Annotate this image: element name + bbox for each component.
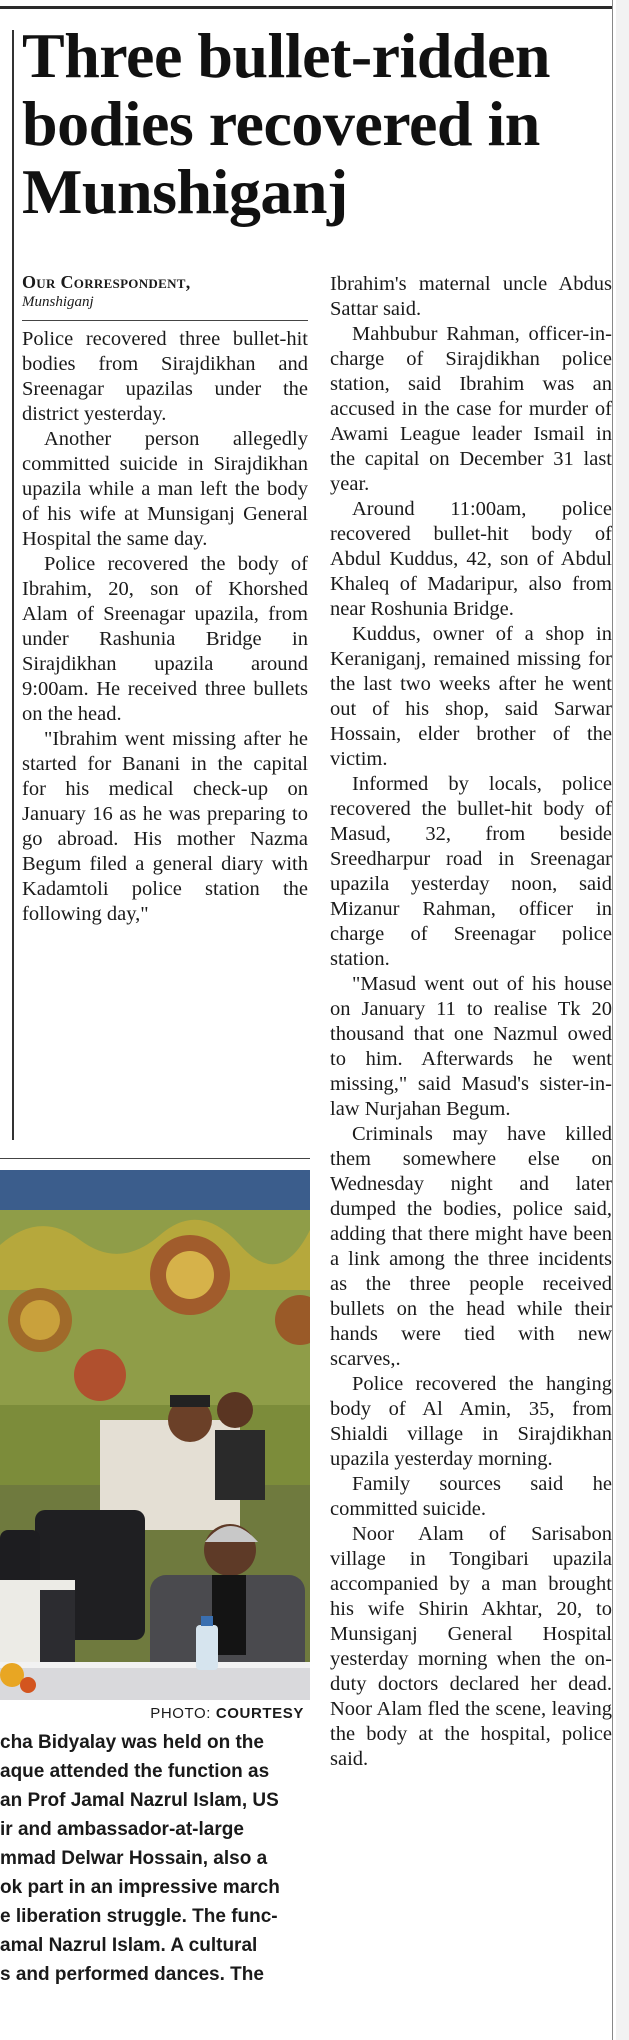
paragraph: Ibrahim's maternal uncle Abdus Sattar said. — [330, 273, 612, 320]
photo-credit — [0, 1705, 304, 1722]
caption-line: aque attended the function as — [0, 1761, 270, 1782]
paragraph: Police recovered the body of Ibrahim, 20, son of Khorshed Alam of Sreenagar upazila, from under Rashunia Bridge in Sirajdikhan upazila around 9:00am. He received three bullets on the head. — [22, 553, 308, 725]
column-divider-right — [612, 0, 613, 2040]
photo-credit-source: COURTESY — [215, 1705, 304, 1722]
photo-credit-prefix: PHOTO: — [150, 1705, 216, 1722]
caption-line: amal Nazrul Islam. A cultural — [0, 1935, 258, 1956]
photo-top-rule — [0, 1158, 310, 1159]
article-left-rule — [12, 30, 14, 1140]
article-column-right — [330, 272, 612, 1772]
caption-line: ir and ambassador-at-large — [0, 1819, 244, 1840]
byline-name: Our Correspondent, — [22, 272, 191, 292]
caption-line: e liberation struggle. The func- — [0, 1906, 278, 1927]
paragraph: Another person allegedly committed suicide in Sirajdikhan upazila while a man left the body of his wife at Munsiganj General Hospital the same day. — [22, 428, 308, 550]
paragraph: "Ibrahim went missing after he started for Banani in the capital for his medical check-up on January 16 as he was preparing to go abroad. His mother Nazma Begum filed a general diary with Kadamtoli police station the following day," — [22, 728, 308, 925]
page-margin — [616, 0, 629, 2040]
article-column-left — [22, 320, 308, 927]
paragraph: "Masud went out of his house on January 11 to realise Tk 20 thousand that one Nazmul owed to him. Afterwards he went missing," said Masud's sister-in-law Nurjahan Begum. — [330, 973, 612, 1120]
photo-caption — [0, 1728, 310, 1989]
paragraph: Kuddus, owner of a shop in Keraniganj, remained missing for the last two weeks after he went out of his shop, said Sarwar Hossain, elder brother of the victim. — [330, 623, 612, 770]
caption-line: ok part in an impressive march — [0, 1877, 280, 1898]
paragraph: Noor Alam of Sarisabon village in Tongibari upazila accompanied by a man brought his wife Shirin Akhtar, 20, to Munsiganj General Hospital yesterday morning when the on-duty doctors declared her dead. Noor Alam fled the scene, leaving the body at the hospital, police said. — [330, 1523, 612, 1770]
caption-line: cha Bidyalay was held on the — [0, 1732, 264, 1753]
byline-place: Munshiganj — [22, 294, 94, 310]
paragraph: Police recovered the hanging body of Al Amin, 35, from Shialdi village in Sirajdikhan upazila yesterday morning. — [330, 1373, 612, 1470]
paragraph: Informed by locals, police recovered the bullet-hit body of Masud, 32, from beside Sreedharpur road in Sreenagar upazila yesterday noon, said Mizanur Rahman, officer in charge of Sreenagar police station. — [330, 773, 612, 970]
event-photo — [0, 1170, 310, 1700]
headline: Three bullet-ridden bodies recovered in Munshiganj — [22, 20, 550, 227]
top-rule — [0, 6, 612, 9]
paragraph: Criminals may have killed them somewhere else on Wednesday night and later dumped the bodies, police said, adding that there might have been a link among the three incidents as the three people received bullets on the head while their hands were tied with new scarves,. — [330, 1123, 612, 1370]
paragraph: Police recovered three bullet-hit bodies from Sirajdikhan and Sreenagar upazilas under the district yesterday. — [22, 328, 308, 425]
caption-line: an Prof Jamal Nazrul Islam, US — [0, 1790, 279, 1811]
paragraph: Mahbubur Rahman, officer-in-charge of Sirajdikhan police station, said Ibrahim was an accused in the case for murder of Awami League leader Ismail in the capital on December 31 last year. — [330, 323, 612, 495]
caption-line: s and performed dances. The — [0, 1964, 264, 1985]
paragraph: Around 11:00am, police recovered bullet-hit body of Abdul Kuddus, 42, son of Abdul Khaleq of Madaripur, also from near Roshunia Bridge. — [330, 498, 612, 620]
caption-line: mmad Delwar Hossain, also a — [0, 1848, 268, 1869]
paragraph: Family sources said he committed suicide. — [330, 1473, 612, 1520]
byline — [22, 272, 322, 311]
